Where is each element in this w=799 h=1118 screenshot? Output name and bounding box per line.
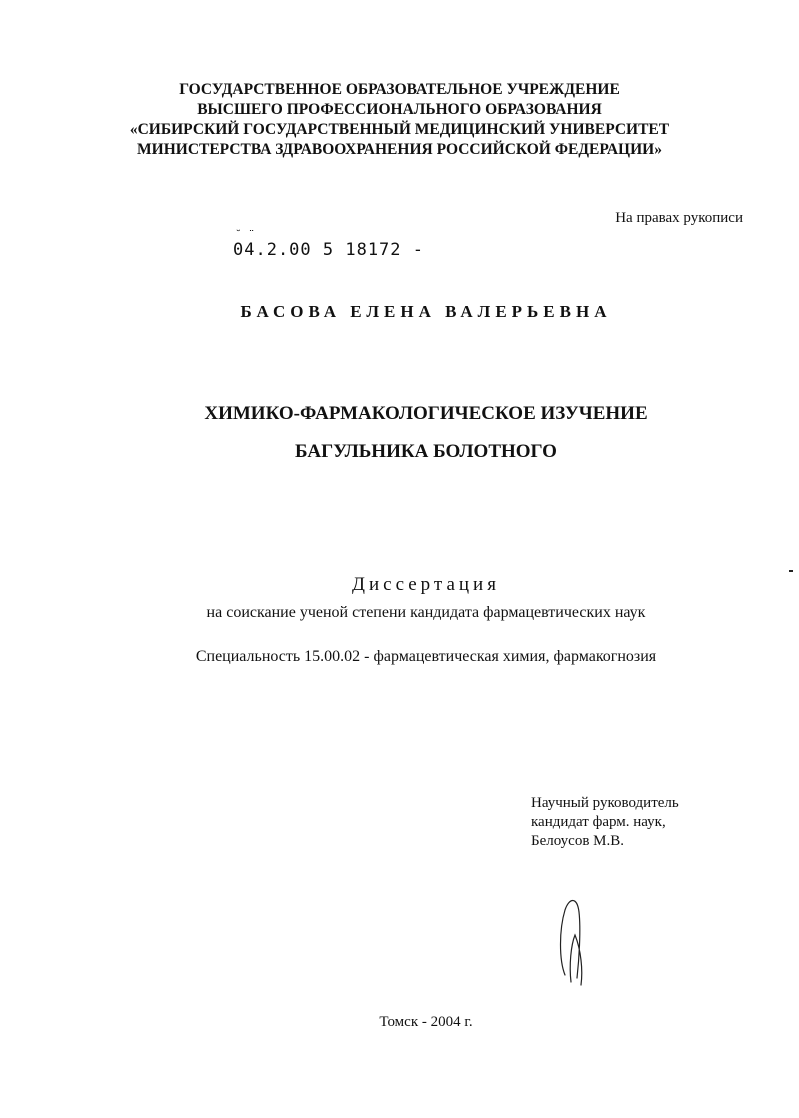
signature-icon [545, 890, 605, 990]
supervisor-block [531, 794, 679, 851]
institution-line-2: ВЫСШЕГО ПРОФЕССИОНАЛЬНОГО ОБРАЗОВАНИЯ [197, 101, 602, 118]
rights-note: На правах рукописи [615, 210, 743, 226]
supervisor-degree: кандидат фарм. наук, [531, 814, 666, 830]
institution-header [0, 80, 799, 160]
supervisor-name: Белоусов М.В. [531, 833, 625, 849]
library-stamp [233, 228, 424, 260]
author-name: БАСОВА ЕЛЕНА ВАЛЕРЬЕВНА [240, 302, 612, 321]
institution-line-1: ГОСУДАРСТВЕННОЕ ОБРАЗОВАТЕЛЬНОЕ УЧРЕЖДЕНИЕ [179, 81, 620, 98]
supervisor-role: Научный руководитель [531, 795, 679, 811]
stamp-tick-mark: ˘ ¨ [235, 228, 255, 241]
title-line-2: БАГУЛЬНИКА БОЛОТНОГО [295, 441, 557, 462]
institution-line-3: «СИБИРСКИЙ ГОСУДАРСТВЕННЫЙ МЕДИЦИНСКИЙ УНИВЕРСИТЕТ [129, 121, 670, 138]
institution-line-4: МИНИСТЕРСТВА ЗДРАВООХРАНЕНИЯ РОССИЙСКОЙ ФЕДЕРАЦИИ» [137, 141, 662, 158]
scan-edge-mark [789, 570, 793, 572]
title-line-1: ХИМИКО-ФАРМАКОЛОГИЧЕСКОЕ ИЗУЧЕНИЕ [204, 403, 648, 424]
dissertation-title [0, 395, 799, 471]
degree-text: на соискание ученой степени кандидата фармацевтических наук [206, 604, 646, 621]
specialty-text: Специальность 15.00.02 - фармацевтическая химия, фармакогнозия [195, 648, 657, 665]
dissertation-label: Диссертация [352, 574, 500, 595]
stamp-number: 04.2.00 5 18172 - [233, 240, 424, 260]
city-year: Томск - 2004 г. [379, 1014, 473, 1030]
